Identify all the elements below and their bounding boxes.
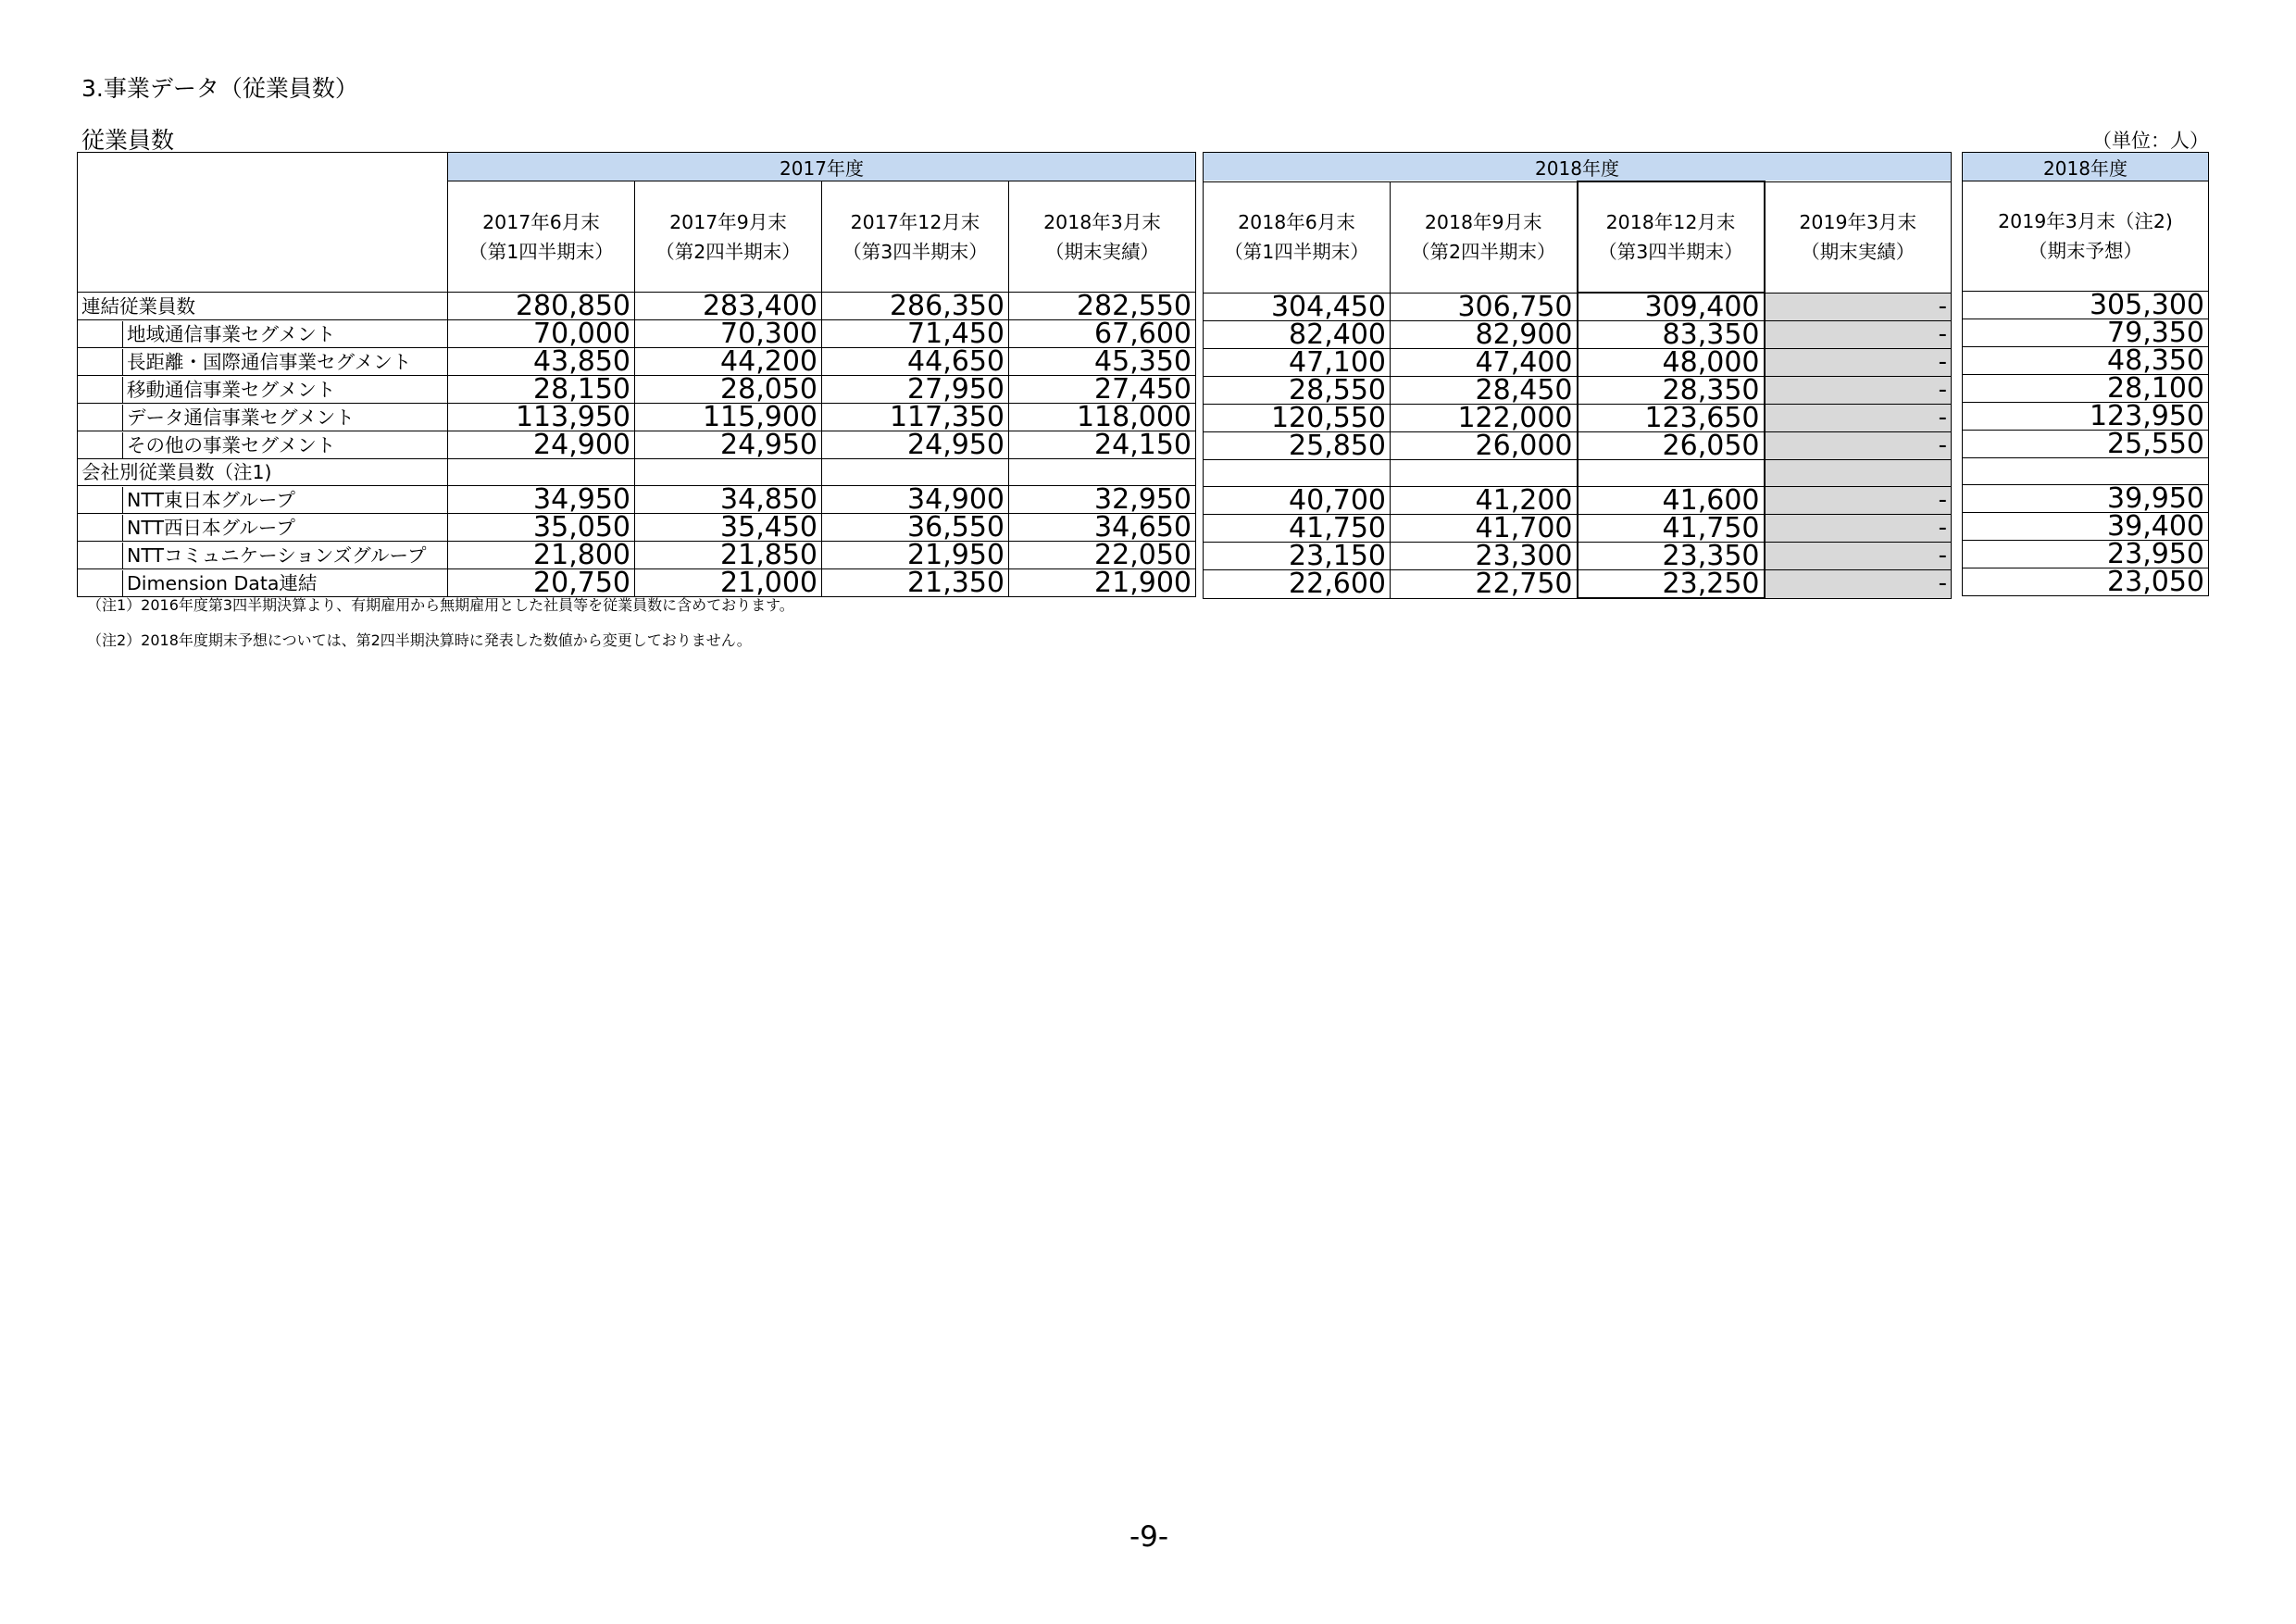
value-cell: 36,550 [822,514,1009,542]
value-cell: - [1765,543,1952,570]
value-cell: 120,550 [1204,405,1391,432]
table-row [78,320,1196,348]
value-cell: 280,850 [448,293,635,320]
empty-cell [635,459,822,486]
row-label-text: その他の事業セグメント [122,432,447,458]
value-cell: 123,650 [1578,405,1765,432]
value-cell: 35,050 [448,514,635,542]
value-cell: 67,600 [1009,320,1196,348]
table-row [78,569,1196,597]
column-header-period: （第1四半期末） [468,240,614,263]
column-header-period: （第2四半期末） [1410,241,1556,263]
value-cell: 305,300 [1963,292,2209,319]
empty-cell [1578,460,1765,487]
column-header-period: （期末実績） [1801,241,1915,263]
row-label [78,404,448,431]
value-cell: 40,700 [1204,487,1391,515]
value-cell: 24,950 [822,431,1009,459]
value-cell: 83,350 [1578,321,1765,349]
value-cell: 26,000 [1391,432,1578,460]
column-header [635,181,822,293]
row-label [78,376,448,404]
value-cell: - [1765,321,1952,349]
value-cell: 22,600 [1204,570,1391,599]
column-header [1009,181,1196,293]
value-cell: 35,450 [635,514,822,542]
row-label-text: NTTコミュニケーションズグループ [122,543,447,568]
table-row [78,459,1196,486]
value-cell: 24,900 [448,431,635,459]
row-label-text: 地域通信事業セグメント [122,321,447,347]
value-cell: - [1765,405,1952,432]
column-header-date: 2019年3月末（注2) [1998,210,2173,232]
value-cell: 41,750 [1204,515,1391,543]
value-cell: 79,350 [1963,319,2209,347]
value-cell: 82,900 [1391,321,1578,349]
value-cell: 115,900 [635,404,822,431]
value-cell: 25,850 [1204,432,1391,460]
value-cell: 23,050 [1963,568,2209,596]
table-row [78,542,1196,569]
value-cell: - [1765,570,1952,599]
column-header-period: （第3四半期末） [842,240,988,263]
value-cell: 44,200 [635,348,822,376]
table-row [78,376,1196,404]
value-cell: 21,000 [635,569,822,597]
row-label [78,320,448,348]
table-row [1204,460,1952,487]
value-cell: 34,900 [822,486,1009,514]
value-cell: 113,950 [448,404,635,431]
value-cell: 41,700 [1391,515,1578,543]
value-cell: 27,950 [822,376,1009,404]
empty-cell [1009,459,1196,486]
table-row [1204,293,1952,321]
value-cell: 25,550 [1963,431,2209,458]
column-header-period: （第2四半期末） [655,240,801,263]
table-row [1204,405,1952,432]
value-cell: - [1765,293,1952,321]
value-cell: 24,150 [1009,431,1196,459]
table-title: 従業員数 [81,127,175,154]
table-row [1204,543,1952,570]
value-cell: 23,150 [1204,543,1391,570]
column-header [1765,181,1952,293]
value-cell: 23,250 [1578,570,1765,599]
empty-cell [822,459,1009,486]
column-header-date: 2018年6月末 [1238,211,1355,233]
value-cell: 117,350 [822,404,1009,431]
table-row [1204,570,1952,599]
value-cell: 71,450 [822,320,1009,348]
row-label [78,348,448,376]
value-cell: 22,050 [1009,542,1196,569]
row-label-text: 移動通信事業セグメント [122,377,447,403]
value-cell: 283,400 [635,293,822,320]
column-header-date: 2017年9月末 [669,210,787,233]
column-header [1391,181,1578,293]
value-cell: 21,850 [635,542,822,569]
value-cell: 28,450 [1391,377,1578,405]
column-header-period: （第3四半期末） [1598,241,1743,263]
value-cell: - [1765,515,1952,543]
row-label [78,431,448,459]
unit-label: （単位：人） [2092,130,2209,152]
value-cell: 23,300 [1391,543,1578,570]
value-cell: 39,400 [1963,513,2209,541]
value-cell: 21,900 [1009,569,1196,597]
table-row [1204,515,1952,543]
column-header [1204,181,1391,293]
column-header-date: 2018年9月末 [1424,211,1542,233]
row-label-header [78,153,448,293]
table-row [78,486,1196,514]
column-header-date: 2018年12月末 [1605,211,1736,233]
value-cell: 47,400 [1391,349,1578,377]
employee-table-forecast [1962,152,2209,596]
value-cell: 23,350 [1578,543,1765,570]
value-cell: 28,350 [1578,377,1765,405]
table-row [1963,403,2209,431]
table-row [1963,347,2209,375]
value-cell: 286,350 [822,293,1009,320]
column-header-date: 2017年12月末 [850,210,980,233]
value-cell: 21,950 [822,542,1009,569]
column-header-date: 2017年6月末 [482,210,600,233]
table-row [1204,349,1952,377]
empty-cell [1204,460,1391,487]
row-label-text: NTT西日本グループ [122,515,447,541]
value-cell: 41,200 [1391,487,1578,515]
value-cell: 282,550 [1009,293,1196,320]
value-cell: - [1765,487,1952,515]
row-label-text: データ通信事業セグメント [122,405,447,431]
value-cell: 48,350 [1963,347,2209,375]
value-cell: 309,400 [1578,293,1765,321]
value-cell: 23,950 [1963,541,2209,568]
value-cell: - [1765,377,1952,405]
fy2017-header: 2017年度 [448,153,1196,181]
page-number: -9- [1129,1520,1169,1554]
empty-cell [448,459,635,486]
value-cell: 39,950 [1963,485,2209,513]
value-cell: 22,750 [1391,570,1578,599]
note-1: （注1）2016年度第3四半期決算より、有期雇用から無期雇用とした社員等を従業員数に含めております。 [87,596,794,614]
table-row [1963,513,2209,541]
value-cell: 27,450 [1009,376,1196,404]
value-cell: 44,650 [822,348,1009,376]
value-cell: 26,050 [1578,432,1765,460]
value-cell: 32,950 [1009,486,1196,514]
table-row [1963,319,2209,347]
column-header-period: （期末実績） [1045,240,1159,263]
value-cell: 45,350 [1009,348,1196,376]
value-cell: 28,550 [1204,377,1391,405]
column-header [1578,181,1765,293]
table-row [78,293,1196,320]
column-header-period: （第1四半期末） [1224,241,1369,263]
value-cell: 47,100 [1204,349,1391,377]
table-row [1963,375,2209,403]
column-header [1963,181,2209,292]
row-label-text: 長距離・国際通信事業セグメント [122,349,447,375]
value-cell: 21,350 [822,569,1009,597]
table-row [1963,568,2209,596]
value-cell: 34,650 [1009,514,1196,542]
table-row [1204,321,1952,349]
value-cell: 28,150 [448,376,635,404]
value-cell: 24,950 [635,431,822,459]
value-cell: 28,100 [1963,375,2209,403]
row-label [78,514,448,542]
value-cell: 34,850 [635,486,822,514]
value-cell: 122,000 [1391,405,1578,432]
table-row [1963,292,2209,319]
row-label: 連結従業員数 [78,293,448,320]
table-row [78,431,1196,459]
column-header [822,181,1009,293]
note-2: （注2）2018年度期末予想については、第2四半期決算時に発表した数値から変更しておりません。 [87,631,752,649]
value-cell: 20,750 [448,569,635,597]
value-cell: 43,850 [448,348,635,376]
employee-table-fy2017 [77,152,1196,597]
empty-cell [1391,460,1578,487]
value-cell: 118,000 [1009,404,1196,431]
row-label [78,486,448,514]
table-row [1963,431,2209,458]
value-cell: 306,750 [1391,293,1578,321]
value-cell: 123,950 [1963,403,2209,431]
row-label [78,569,448,597]
empty-cell [1963,458,2209,485]
table-row [1963,485,2209,513]
forecast-header: 2018年度 [1963,153,2209,181]
value-cell: 41,600 [1578,487,1765,515]
column-header-date: 2019年3月末 [1799,211,1917,233]
table-row [1204,377,1952,405]
table-row [1204,487,1952,515]
empty-cell [1765,460,1952,487]
table-row [1963,541,2209,568]
table-row [1204,432,1952,460]
row-label [78,542,448,569]
column-header-period: （期末予想） [2028,240,2142,262]
value-cell: 304,450 [1204,293,1391,321]
column-header-date: 2018年3月末 [1043,210,1161,233]
section-title: 3.事業データ（従業員数） [81,75,358,102]
value-cell: 28,050 [635,376,822,404]
column-header [448,181,635,293]
value-cell: 70,000 [448,320,635,348]
value-cell: 21,800 [448,542,635,569]
fy2018-header: 2018年度 [1204,153,1952,182]
row-label-text: Dimension Data連結 [122,570,447,596]
value-cell: - [1765,432,1952,460]
value-cell: 48,000 [1578,349,1765,377]
value-cell: 82,400 [1204,321,1391,349]
row-label: 会社別従業員数（注1) [78,459,448,486]
table-row [1963,458,2209,485]
value-cell: - [1765,349,1952,377]
table-row [78,348,1196,376]
table-row [78,404,1196,431]
value-cell: 34,950 [448,486,635,514]
employee-table-fy2018 [1203,152,1952,599]
value-cell: 70,300 [635,320,822,348]
table-row [78,514,1196,542]
row-label-text: NTT東日本グループ [122,487,447,513]
value-cell: 41,750 [1578,515,1765,543]
